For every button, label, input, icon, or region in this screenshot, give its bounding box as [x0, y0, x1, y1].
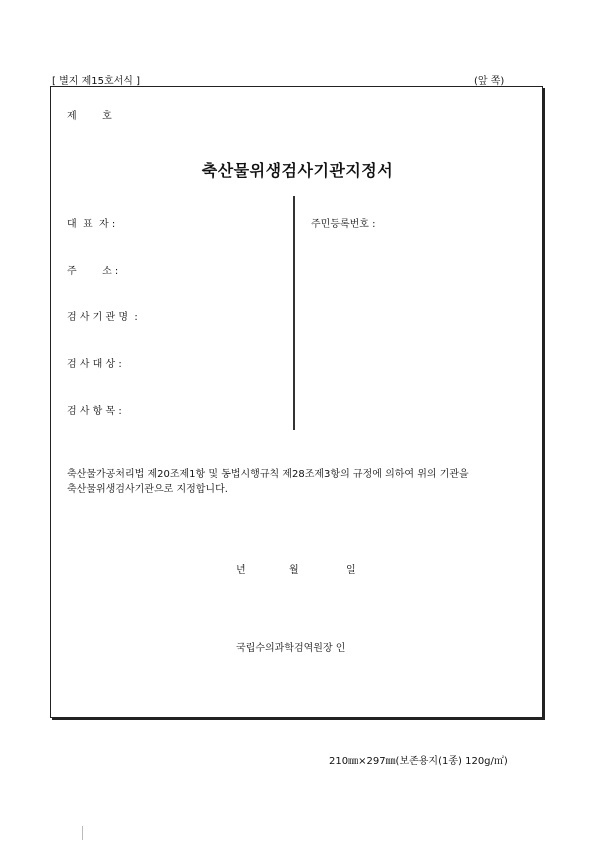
margin-mark	[82, 826, 83, 840]
page-title: 축산물위생검사기관지정서	[201, 161, 394, 180]
issuer-signature-line: 국립수의과학검역원장 인	[236, 643, 346, 654]
address-label: 주 소 :	[67, 266, 119, 277]
inspection-items-label: 검 사 항 목 :	[67, 406, 122, 417]
document-number-label: 제 호	[67, 111, 112, 122]
form-number-label: [ 별지 제15호서식 ]	[52, 76, 141, 87]
institution-name-label: 검 사 기 관 명 :	[67, 312, 138, 323]
page-side-label: (앞 쪽)	[474, 76, 505, 87]
column-divider	[293, 196, 295, 430]
inspection-target-label: 검 사 대 상 :	[67, 359, 122, 370]
date-month-label: 월	[289, 565, 299, 576]
paper-spec-label: 210㎜×297㎜(보존용지(1종) 120g/㎡)	[329, 756, 508, 767]
resident-number-label: 주민등록번호 :	[311, 219, 376, 230]
date-day-label: 일	[346, 565, 356, 576]
date-year-label: 년	[236, 565, 246, 576]
designation-statement: 축산물가공처리법 제20조제1항 및 동법시행규칙 제28조제3항의 규정에 의하여 위의 기관을 축산물위생검사기관으로 지정합니다.	[67, 469, 469, 495]
representative-label: 대 표 자 :	[67, 219, 116, 230]
